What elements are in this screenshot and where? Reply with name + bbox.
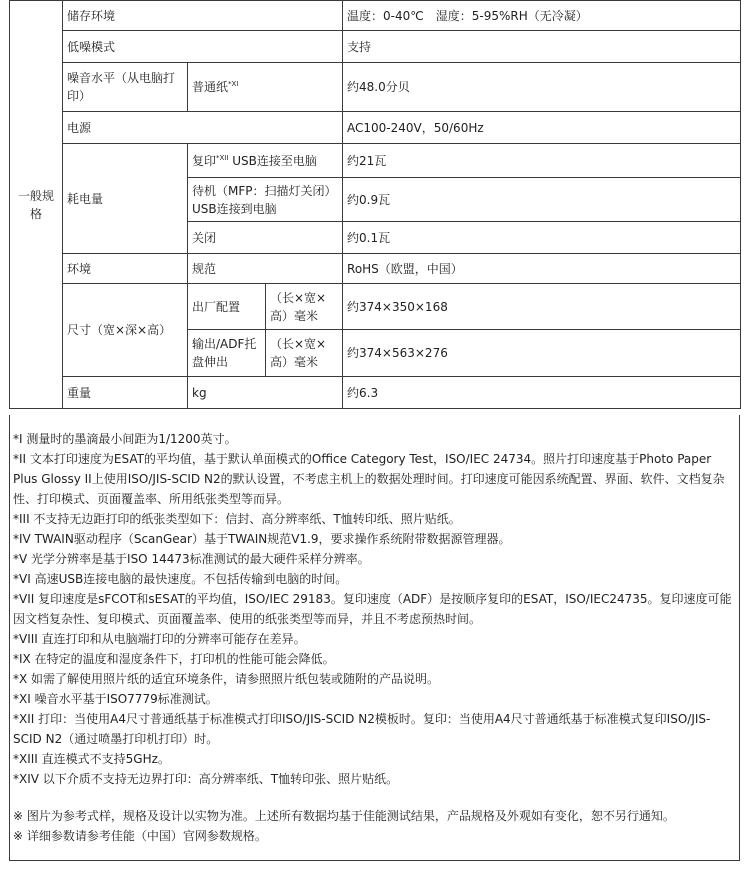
table-row — [10, 1, 741, 31]
standby-value: 约0.9瓦 — [343, 178, 741, 222]
footnote: *XII 打印：当使用A4尺寸普通纸基于标准模式打印ISO/JIS-SCID N2模板时。复印：当使用A4尺寸普通纸基于标准模式复印ISO/JIS-SCID N2（通过喷墨打印机打印）时。 — [13, 712, 711, 746]
table-row — [10, 31, 741, 63]
power-label: 电源 — [63, 112, 343, 144]
environment-sub: 规范 — [188, 254, 343, 284]
quiet-mode-value: 支持 — [343, 31, 741, 63]
consumption-label: 耗电量 — [63, 144, 188, 254]
footnote: *III 不支持无边距打印的纸张类型如下：信封、高分辨率纸、T恤转印纸、照片贴纸。 — [13, 512, 461, 526]
reference-note: ※ 详细参数请参考佳能（中国）官网参数规格。 — [13, 829, 267, 843]
table-row — [10, 284, 741, 330]
footnote: *VIII 直连打印和从电脑端打印的分辨率可能存在差异。 — [13, 632, 306, 646]
noise-sub: 普通纸$^{*XI}$ — [188, 63, 343, 112]
copy-sub: 复印$^{*XII}$ USB连接至电脑 — [188, 144, 343, 178]
table-row — [10, 63, 741, 112]
storage-label: 储存环境 — [63, 1, 343, 31]
table-row — [10, 377, 741, 409]
footnote: *VI 高速USB连接电脑的最快速度。不包括传输到电脑的时间。 — [13, 572, 348, 586]
footnote: *IX 在特定的温度和湿度条件下，打印机的性能可能会降低。 — [13, 652, 335, 666]
weight-value: 约6.3 — [343, 377, 741, 409]
weight-unit: kg — [188, 377, 343, 409]
output-tray-value: 约374×563×276 — [343, 330, 741, 377]
environment-value: RoHS（欧盟，中国） — [343, 254, 741, 284]
spec-table — [9, 0, 741, 409]
table-row — [10, 144, 741, 178]
size-label: 尺寸（宽×深×高） — [63, 284, 188, 377]
footnote: *VII 复印速度是sFCOT和sESAT的平均值，ISO/IEC 29183。复印速度（ADF）是按顺序复印的ESAT，ISO/IEC24735。复印速度可能因文档复杂性、复印模式、页面覆盖率、使用的纸张类型等而异，并且不考虑预热时间。 — [13, 592, 732, 626]
standby-sub: 待机（MFP：扫描灯关闭）USB连接到电脑 — [188, 178, 343, 222]
footnote: *XIII 直连模式不支持5GHz。 — [13, 752, 170, 766]
weight-label: 重量 — [63, 377, 188, 409]
footnote: *IV TWAIN驱动程序（ScanGear）基于TWAIN规范V1.9，要求操作系统附带数据源管理器。 — [13, 532, 511, 546]
storage-value: 温度：0-40℃ 湿度：5-95%RH（无冷凝） — [343, 1, 741, 31]
off-sub: 关闭 — [188, 222, 343, 254]
copy-footnote-ref: *XII — [216, 153, 229, 162]
footnote: *V 光学分辨率是基于ISO 14473标准测试的最大硬件采样分辨率。 — [13, 552, 370, 566]
table-row — [10, 112, 741, 144]
noise-label: 噪音水平（从电脑打印） — [63, 63, 188, 112]
footnote: *I 测量时的墨滴最小间距为1/1200英寸。 — [13, 432, 237, 446]
quiet-mode-label: 低噪模式 — [63, 31, 343, 63]
footnote: *II 文本打印速度为ESAT的平均值，基于默认单面模式的Office Category Test，ISO/IEC 24734。照片打印速度基于Photo Paper Plus Glossy II上使用ISO/JIS-SCID N2的默认设置，不考虑主机上的数据处理时间。打印速度可能因系统配置、界面、软件、文档复杂性、打印模式、页面覆盖率、所用纸张类型等而异。 — [13, 452, 725, 506]
factory-config-sub: 出厂配置 — [188, 284, 266, 330]
off-value: 约0.1瓦 — [343, 222, 741, 254]
output-tray-sub: 输出/ADF托盘伸出 — [188, 330, 266, 377]
footnote: *XIV 以下介质不支持无边界打印：高分辨率纸、T恤转印张、照片贴纸。 — [13, 772, 399, 786]
noise-value: 约48.0分贝 — [343, 63, 741, 112]
environment-label: 环境 — [63, 254, 188, 284]
footnotes-box — [9, 415, 740, 861]
table-row — [10, 254, 741, 284]
copy-value: 约21瓦 — [343, 144, 741, 178]
footnote: *XI 噪音水平基于ISO7779标准测试。 — [13, 692, 218, 706]
footnote: *X 如需了解使用照片纸的适宜环境条件，请参照照片纸包装或随附的产品说明。 — [13, 672, 440, 686]
factory-config-value: 约374×350×168 — [343, 284, 741, 330]
general-spec-label: 一般规格 — [10, 1, 63, 409]
power-value: AC100-240V，50/60Hz — [343, 112, 741, 144]
noise-footnote-ref: *XI — [228, 80, 239, 88]
factory-config-unit: （长×宽×高）毫米 — [266, 284, 343, 330]
output-tray-unit: （长×宽×高）毫米 — [266, 330, 343, 377]
disclaimer-note: ※ 图片为参考式样，规格及设计以实物为准。上述所有数据均基于佳能测试结果，产品规格及外观如有变化，恕不另行通知。 — [13, 809, 675, 823]
